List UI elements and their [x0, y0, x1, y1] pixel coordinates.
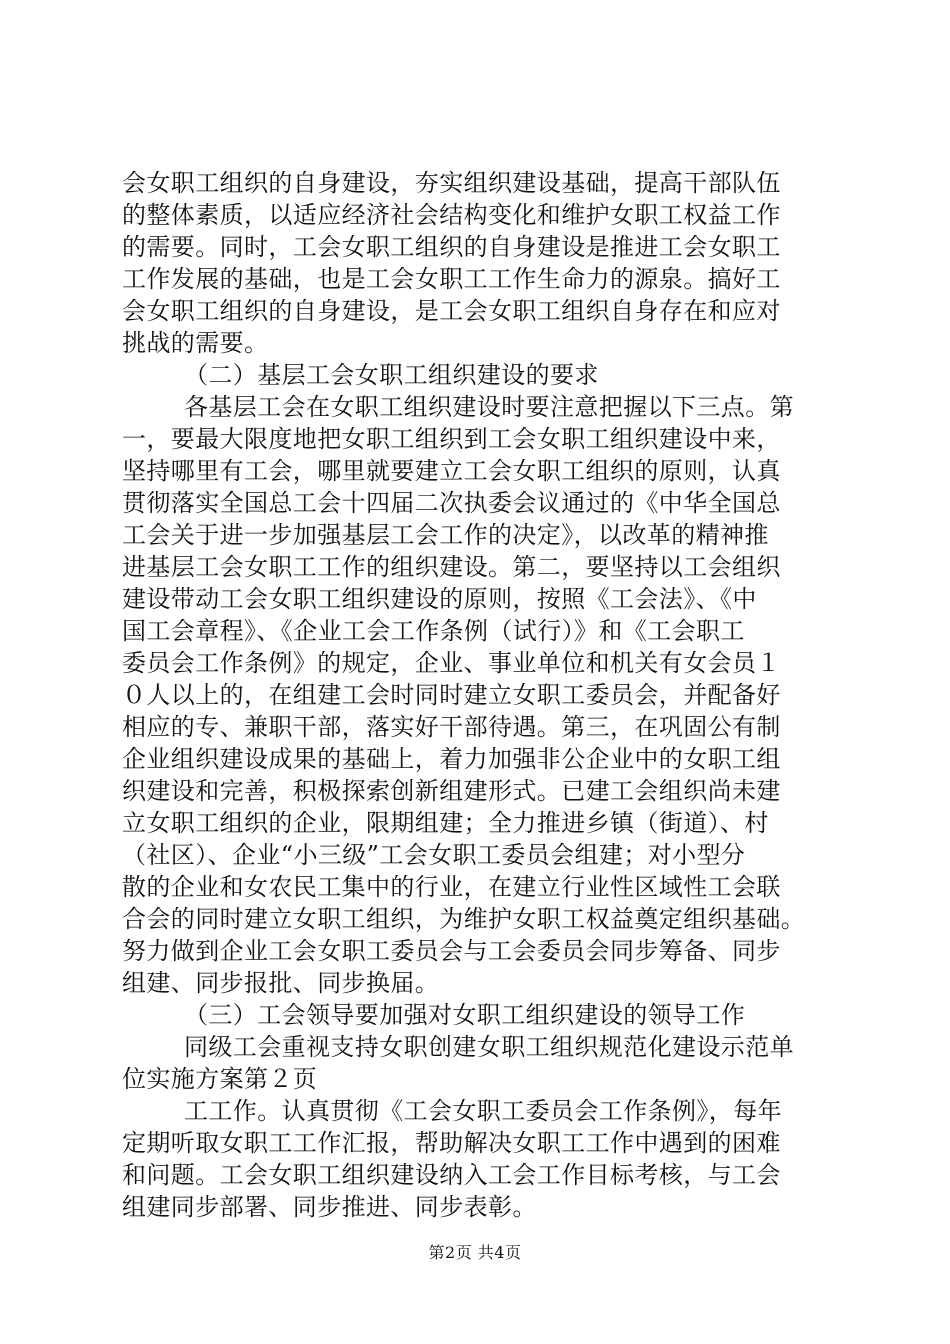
text-line: 国工会章程》、《企业工会工作条例（试行）》和《工会职工: [122, 617, 745, 645]
text-line: 企业组织建设成果的基础上，着力加强非公企业中的女职工组: [122, 745, 781, 773]
text-line: 织建设和完善，积极探索创新组建形式。已建工会组织尚未建: [122, 777, 781, 805]
text-line: 的整体素质，以适应经济社会结构变化和维护女职工权益工作: [122, 201, 781, 229]
text-line: 进基层工会女职工工作的组织建设。第二，要坚持以工会组织: [122, 553, 781, 581]
text-line: 委员会工作条例》的规定，企业、事业单位和机关有女会员１: [122, 649, 781, 677]
text-line: （三）工会领导要加强对女职工组织建设的领导工作: [184, 1001, 746, 1029]
text-line: ０人以上的，在组建工会时同时建立女职工委员会，并配备好: [122, 681, 781, 709]
text-line: （社区）、企业“小三级”工会女职工委员会组建；对小型分: [122, 841, 746, 869]
text-line: 位实施方案第２页: [122, 1065, 318, 1093]
text-line: 挑战的需要。: [122, 329, 269, 357]
text-line: 的需要。同时，工会女职工组织的自身建设是推进工会女职工: [122, 233, 781, 261]
text-line: （二）基层工会女职工组织建设的要求: [184, 361, 599, 389]
text-line: 会女职工组织的自身建设，夯实组织建设基础，提高干部队伍: [122, 169, 781, 197]
text-line: 工作发展的基础，也是工会女职工工作生命力的源泉。搞好工: [122, 265, 781, 293]
text-line: 相应的专、兼职干部，落实好干部待遇。第三，在巩固公有制: [122, 713, 781, 741]
text-line: 同级工会重视支持女职创建女职工组织规范化建设示范单: [184, 1033, 794, 1061]
text-line: 定期听取女职工工作汇报，帮助解决女职工工作中遇到的困难: [122, 1129, 781, 1157]
text-line: 工工作。认真贯彻《工会女职工委员会工作条例》，每年: [184, 1097, 782, 1125]
text-line: 各基层工会在女职工组织建设时要注意把握以下三点。第: [184, 393, 794, 421]
text-line: 贯彻落实全国总工会十四届二次执委会议通过的《中华全国总: [122, 489, 781, 517]
text-line: 组建、同步报批、同步换届。: [122, 969, 440, 997]
text-line: 工会关于进一步加强基层工会工作的决定》，以改革的精神推: [122, 521, 769, 549]
text-line: 组建同步部署、同步推进、同步表彰。: [122, 1193, 537, 1221]
text-line: 一，要最大限度地把女职工组织到工会女职工组织建设中来，: [122, 425, 781, 453]
text-line: 合会的同时建立女职工组织，为维护女职工权益奠定组织基础。: [122, 905, 806, 933]
page-footer: 第2页 共4页: [428, 1243, 522, 1262]
text-line: 坚持哪里有工会，哪里就要建立工会女职工组织的原则，认真: [122, 457, 781, 485]
text-line: 建设带动工会女职工组织建设的原则，按照《工会法》、《中: [122, 585, 757, 613]
text-line: 立女职工组织的企业，限期组建；全力推进乡镇（街道）、村: [122, 809, 769, 837]
text-line: 散的企业和女农民工集中的行业，在建立行业性区域性工会联: [122, 873, 781, 901]
text-line: 和问题。工会女职工组织建设纳入工会工作目标考核，与工会: [122, 1161, 781, 1189]
text-line: 会女职工组织的自身建设，是工会女职工组织自身存在和应对: [122, 297, 781, 325]
document-body: [122, 167, 834, 1223]
text-line: 努力做到企业工会女职工委员会与工会委员会同步筹备、同步: [122, 937, 781, 965]
